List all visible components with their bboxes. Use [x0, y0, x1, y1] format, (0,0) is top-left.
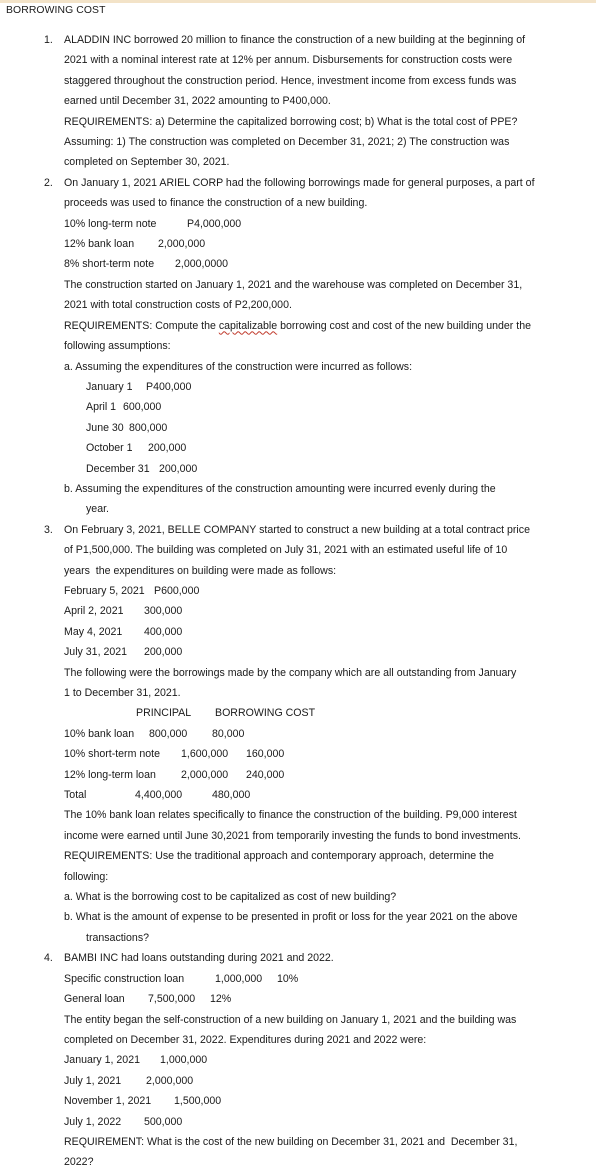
problem-4: [0, 948, 596, 1172]
table-cell-cost: 160,000: [246, 748, 285, 761]
text-line: The 10% bank loan relates specifically to finance the construction of the building. P9,000 interest: [64, 809, 517, 822]
borrowing-row: [64, 254, 584, 274]
loan-rate: 12%: [210, 993, 232, 1006]
case-b-line: b. Assuming the expenditures of the construction amounting were incurred evenly during the: [64, 482, 496, 495]
expenditure-row: [64, 1091, 584, 1111]
text-line: transactions?: [86, 931, 150, 944]
text-line: On February 3, 2021, BELLE COMPANY started to construct a new building at a total contract price: [64, 523, 530, 536]
problem-number: 3.: [44, 523, 53, 536]
borrowing-table-header: [64, 703, 584, 723]
text-line: The construction started on January 1, 2021 and the warehouse was completed on December 31,: [64, 278, 523, 291]
table-row-total: [64, 785, 584, 805]
table-cell-cost: 480,000: [212, 789, 251, 802]
requirement-a: a. What is the borrowing cost to be capitalized as cost of new building?: [64, 891, 397, 904]
text-line: ALADDIN INC borrowed 20 million to finance the construction of a new building at the beginning of: [64, 34, 526, 46]
expenditure-date: October 1: [86, 442, 133, 455]
expenditure-date: May 4, 2021: [64, 625, 123, 638]
borrowing-label: 12% bank loan: [64, 238, 135, 251]
text-line: year.: [86, 503, 109, 516]
expenditure-row: [86, 377, 584, 397]
expenditure-date: December 31: [86, 462, 150, 475]
expenditure-row: [64, 1050, 584, 1070]
expenditure-amount: 300,000: [144, 605, 183, 618]
expenditure-date: July 31, 2021: [64, 646, 128, 659]
loan-amount: 1,000,000: [215, 972, 263, 985]
table-cell-label: 12% long-term loan: [64, 768, 156, 781]
loan-label: General loan: [64, 993, 125, 1006]
loan-row: [64, 969, 584, 989]
problem-2: [0, 173, 596, 520]
column-header-borrowing-cost: BORROWING COST: [215, 707, 316, 720]
table-cell-principal: 1,600,000: [181, 748, 229, 761]
text-line: proceeds was used to finance the construction of a new building.: [64, 197, 368, 210]
text-line: completed on December 31, 2022. Expenditures during 2021 and 2022 were:: [64, 1033, 427, 1046]
expenditure-amount: 600,000: [123, 401, 162, 414]
document-body: [0, 30, 596, 1173]
table-cell-principal: 800,000: [149, 727, 188, 740]
expenditure-amount: 200,000: [144, 646, 183, 659]
table-cell-cost: 240,000: [246, 768, 285, 781]
problem-number: 2.: [44, 176, 53, 189]
loan-row: [64, 989, 584, 1009]
expenditure-date: July 1, 2022: [64, 1115, 122, 1128]
expenditure-schedule: [64, 377, 584, 479]
text-line: Assuming: 1) The construction was completed on December 31, 2021; 2) The construction was: [64, 136, 510, 149]
text-line: completed on September 30, 2021.: [64, 156, 230, 169]
expenditure-row: [86, 459, 584, 479]
problem-3: [0, 520, 596, 949]
text-line: earned until December 31, 2022 amounting to P400,000.: [64, 95, 331, 108]
expenditure-row: [64, 642, 584, 662]
text-line: The entity began the self-construction of a new building on January 1, 2021 and the building was: [64, 1013, 517, 1026]
expenditure-amount: 200,000: [159, 462, 198, 475]
table-cell-label: Total: [64, 789, 87, 802]
requirements-line: REQUIREMENTS: Use the traditional approach and contemporary approach, determine the: [64, 850, 494, 863]
text-line: of P1,500,000. The building was completed on July 31, 2021 with an estimated useful life of 10: [64, 544, 508, 557]
loan-rate: 10%: [277, 972, 299, 985]
problem-1: [0, 30, 596, 173]
expenditure-row: [86, 438, 584, 458]
expenditure-date: April 2, 2021: [64, 605, 124, 618]
expenditure-date: November 1, 2021: [64, 1095, 152, 1108]
table-cell-label: 10% short-term note: [64, 748, 160, 761]
expenditure-date: January 1: [86, 380, 133, 393]
requirements-line: REQUIREMENTS: Compute the capitalizable borrowing cost and cost of the new building under the: [64, 319, 531, 332]
problem-number: 1.: [44, 34, 53, 46]
expenditure-date: January 1, 2021: [64, 1054, 140, 1067]
borrowing-row: [64, 214, 584, 234]
text-line: The following were the borrowings made by the company which are all outstanding from January: [64, 666, 517, 679]
misspelled-word: capitalizable: [218, 319, 278, 332]
expenditure-row: [86, 418, 584, 438]
text-line: 2021 with total construction costs of P2,200,000.: [64, 299, 292, 312]
text-line: 2021 with a nominal interest rate at 12% per annum. Disbursements for construction costs were: [64, 54, 513, 67]
text-line: BAMBI INC had loans outstanding during 2021 and 2022.: [64, 952, 334, 965]
expenditure-amount: 400,000: [144, 625, 183, 638]
problem-number: 4.: [44, 952, 53, 965]
borrowing-value: 2,000,000: [158, 238, 206, 251]
table-row: [64, 744, 584, 764]
text-line: 2022?: [64, 1156, 94, 1169]
expenditure-amount: 1,500,000: [174, 1095, 222, 1108]
borrowing-value: 2,000,0000: [175, 258, 229, 271]
expenditure-date: July 1, 2021: [64, 1074, 122, 1087]
requirement-b: b. What is the amount of expense to be presented in profit or loss for the year 2021 on the above: [64, 911, 518, 924]
requirements-line: REQUIREMENTS: a) Determine the capitalized borrowing cost; b) What is the total cost of PPE?: [64, 115, 518, 128]
borrowing-value: P4,000,000: [187, 217, 242, 230]
expenditure-amount: 1,000,000: [160, 1054, 208, 1067]
borrowing-label: 10% long-term note: [64, 217, 157, 230]
loan-label: Specific construction loan: [64, 972, 185, 985]
expenditure-amount: P600,000: [154, 584, 200, 597]
expenditure-row: [64, 1112, 584, 1132]
expenditure-row: [64, 601, 584, 621]
expenditure-row: [64, 1071, 584, 1091]
column-header-principal: PRINCIPAL: [136, 707, 192, 720]
expenditure-row: [86, 397, 584, 417]
expenditure-date: April 1: [86, 401, 117, 414]
text-line: 1 to December 31, 2021.: [64, 687, 181, 699]
loan-amount: 7,500,000: [148, 993, 196, 1006]
expenditure-row: [64, 622, 584, 642]
table-row: [64, 765, 584, 785]
text-line: following:: [64, 870, 109, 883]
case-a-line: a. Assuming the expenditures of the construction were incurred as follows:: [64, 360, 413, 373]
table-cell-principal: 4,400,000: [135, 789, 183, 802]
expenditure-amount: 200,000: [148, 442, 187, 455]
expenditure-amount: 800,000: [129, 421, 168, 434]
expenditure-date: February 5, 2021: [64, 584, 145, 597]
expenditure-date: June 30: [86, 421, 124, 434]
expenditure-row: [64, 581, 584, 601]
requirements-line: REQUIREMENT: What is the cost of the new building on December 31, 2021 and December 31,: [64, 1135, 518, 1148]
expenditure-amount: 2,000,000: [146, 1074, 194, 1087]
expenditure-amount: P400,000: [146, 380, 192, 393]
text-line: income were earned until June 30,2021 from temporarily investing the funds to bond investments.: [64, 829, 521, 842]
expenditure-amount: 500,000: [144, 1115, 183, 1128]
table-cell-cost: 80,000: [212, 727, 245, 740]
borrowing-row: [64, 234, 584, 254]
borrowing-label: 8% short-term note: [64, 258, 155, 271]
table-cell-label: 10% bank loan: [64, 727, 135, 740]
text-line: years the expenditures on building were made as follows:: [64, 564, 337, 577]
text-line: following assumptions:: [64, 340, 171, 353]
table-cell-principal: 2,000,000: [181, 768, 229, 781]
table-row: [64, 724, 584, 744]
text-line: On January 1, 2021 ARIEL CORP had the following borrowings made for general purposes, a part of: [64, 176, 535, 189]
text-line: staggered throughout the construction period. Hence, investment income from excess funds was: [64, 74, 517, 87]
document-title: BORROWING COST: [6, 5, 106, 16]
